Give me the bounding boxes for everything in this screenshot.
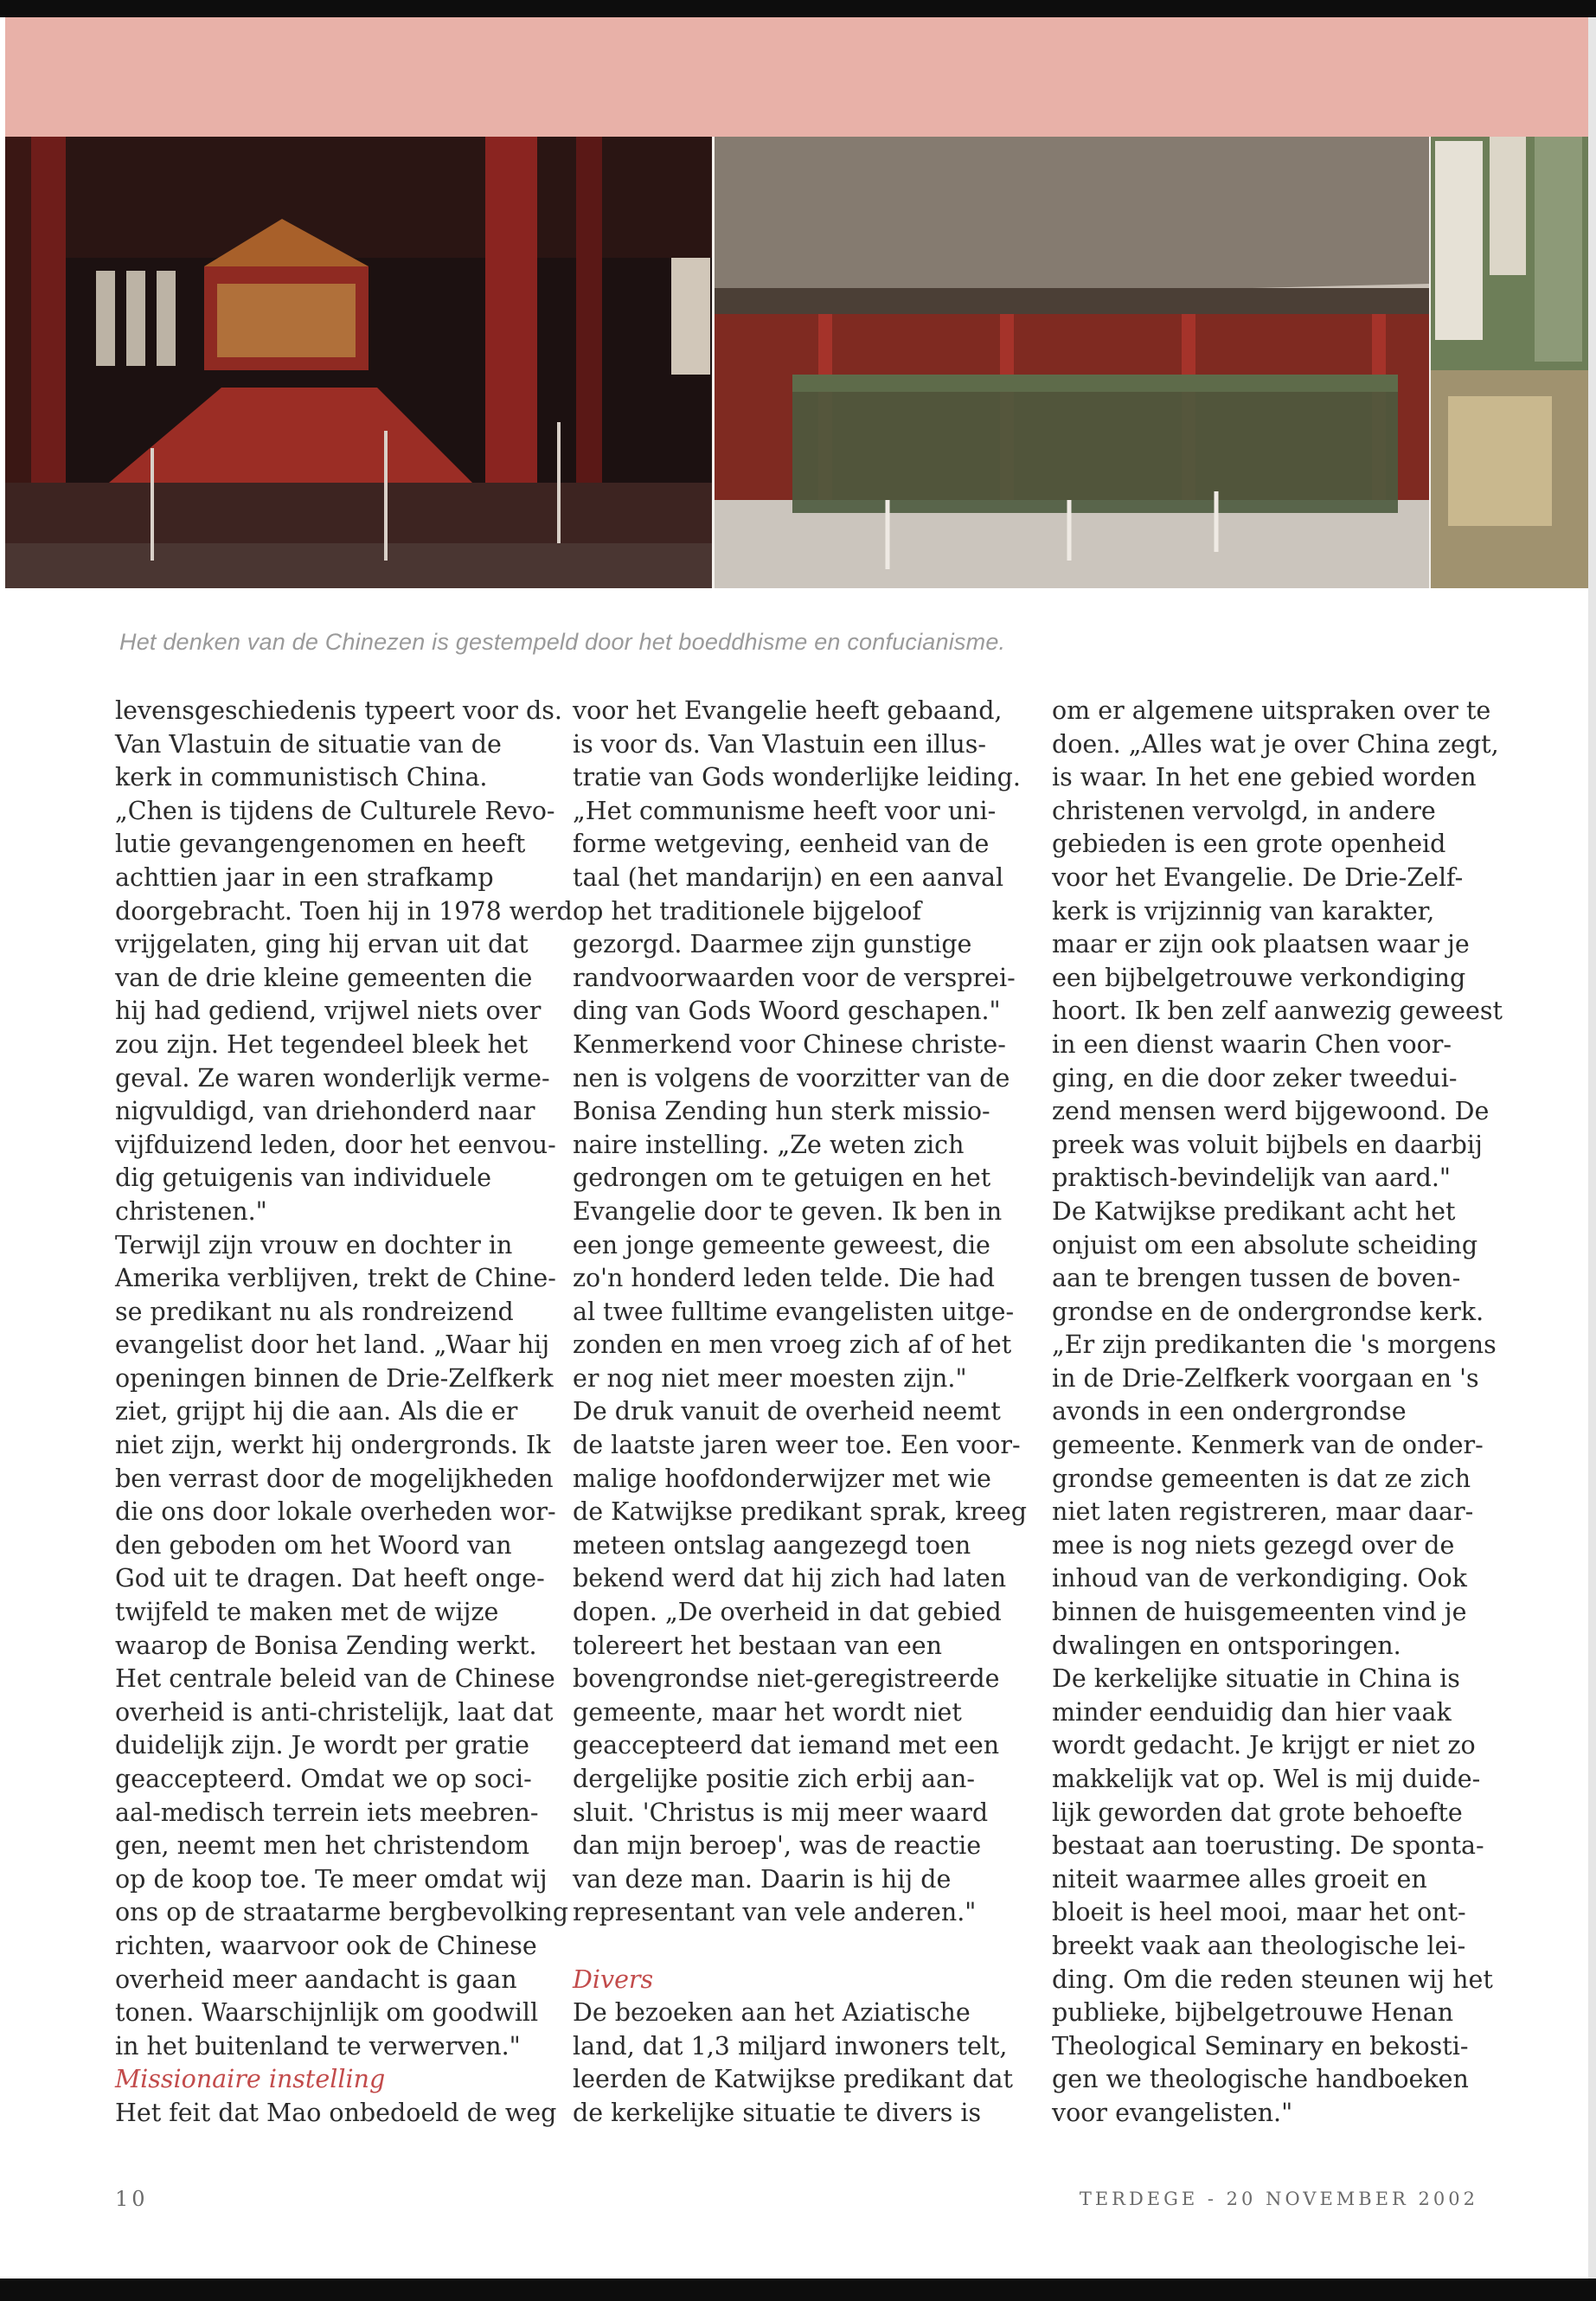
text-line: Terwijl zijn vrouw en dochter in (115, 1230, 513, 1259)
text-line: hoort. Ik ben zelf aanwezig geweest (1052, 997, 1503, 1026)
text-line: geaccepteerd dat iemand met een (573, 1731, 1000, 1760)
text-line: den geboden om het Woord van (115, 1530, 512, 1560)
text-line: nigvuldigd, van driehonderd naar (115, 1097, 535, 1126)
text-line: gen we theologische handboeken (1052, 2065, 1469, 2094)
text-line: voor het Evangelie. De Drie-Zelf- (1052, 862, 1464, 892)
text-line: tolereert het bestaan van een (573, 1631, 942, 1660)
text-line: Het feit dat Mao onbedoeld de weg (115, 2098, 557, 2127)
text-line: breekt vaak aan theologische lei- (1052, 1931, 1466, 1960)
text-line: van de drie kleine gemeenten die (115, 963, 533, 992)
marching-soldiers-photo (715, 137, 1431, 588)
text-line: tratie van Gods wonderlijke leiding. (573, 763, 1021, 792)
page-number: 10 (115, 2187, 149, 2211)
text-line: tonen. Waarschijnlijk om goodwill (115, 1998, 539, 2028)
text-line: niet zijn, werkt hij ondergronds. Ik (115, 1431, 551, 1460)
text-line: hij had gediend, vrijwel niets over (115, 997, 542, 1026)
text-line: de Katwijkse predikant sprak, kreeg (573, 1497, 1028, 1527)
header-band (5, 17, 1588, 137)
text-line: de kerkelijke situatie te divers is (573, 2098, 982, 2127)
text-line: zou zijn. Het tegendeel bleek het (115, 1029, 529, 1059)
text-line: De druk vanuit de overheid neemt (573, 1397, 1001, 1426)
text-line: God uit te dragen. Dat heeft onge- (115, 1564, 545, 1593)
text-line: dwalingen en ontsporingen. (1052, 1631, 1401, 1660)
text-line: niteit waarmee alles groeit en (1052, 1864, 1427, 1894)
text-line: openingen binnen de Drie-Zelfkerk (115, 1363, 554, 1393)
text-line: christenen vervolgd, in andere (1052, 796, 1436, 825)
text-line: gedrongen om te getuigen en het (573, 1163, 991, 1193)
text-line: Evangelie door te geven. Ik ben in (573, 1196, 1003, 1226)
text-line: binnen de huisgemeenten vind je (1052, 1598, 1467, 1627)
text-line: De kerkelijke situatie in China is (1052, 1664, 1460, 1694)
text-line: waarop de Bonisa Zending werkt. (115, 1631, 537, 1660)
text-line: vrijgelaten, ging hij ervan uit dat (115, 930, 529, 959)
text-line: zend mensen werd bijgewoond. De (1052, 1097, 1490, 1126)
text-line: bloeit is heel mooi, maar het ont- (1052, 1898, 1466, 1927)
text-line: minder eenduidig dan hier vaak (1052, 1697, 1452, 1727)
subheading: Missionaire instelling (115, 2065, 386, 2094)
text-line: se predikant nu als rondreizend (115, 1297, 514, 1326)
text-line: forme wetgeving, eenheid van de (573, 830, 990, 859)
text-line: voor het Evangelie heeft gebaand, (573, 696, 1003, 725)
text-column-1 (115, 695, 573, 2131)
text-line: bovengrondse niet-geregistreerde (573, 1664, 1000, 1694)
text-line: geval. Ze waren wonderlijk verme- (115, 1063, 550, 1093)
text-line: in de Drie-Zelfkerk voorgaan en 's (1052, 1363, 1479, 1393)
text-line: taal (het mandarijn) en een aanval (573, 862, 1004, 892)
text-line: een bijbelgetrouwe verkondiging (1052, 963, 1466, 992)
text-line: zonden en men vroeg zich af of het (573, 1330, 1012, 1360)
text-column-2 (573, 695, 1028, 2131)
text-line: is voor ds. Van Vlastuin een illus- (573, 729, 987, 759)
text-line: kerk is vrijzinnig van karakter, (1052, 896, 1435, 926)
text-line: wordt gedacht. Je krijgt er niet zo (1052, 1731, 1476, 1760)
text-line: niet laten registreren, maar daar- (1052, 1497, 1474, 1527)
text-line: randvoorwaarden voor de versprei- (573, 963, 1016, 992)
text-line: Theological Seminary en bekosti- (1052, 2031, 1469, 2061)
text-line: gemeente, maar het wordt niet (573, 1697, 962, 1727)
text-line: land, dat 1,3 miljard inwoners telt, (573, 2031, 1008, 2061)
text-line: mee is nog niets gezegd over de (1052, 1530, 1455, 1560)
text-line: geaccepteerd. Omdat we op soci- (115, 1765, 532, 1793)
text-line: aal-medisch terrein iets meebren- (115, 1798, 539, 1827)
text-line: dig getuigenis van individuele (115, 1163, 491, 1193)
text-line: van deze man. Daarin is hij de (573, 1864, 952, 1894)
text-line: De bezoeken aan het Aziatische (573, 1998, 971, 2028)
text-line: om er algemene uitspraken over te (1052, 696, 1491, 725)
text-line: bekend werd dat hij zich had laten (573, 1564, 1007, 1593)
text-line: is waar. In het ene gebied worden (1052, 763, 1477, 792)
text-line: vijfduizend leden, door het eenvou- (115, 1130, 556, 1159)
text-line: Kenmerkend voor Chinese christe- (573, 1029, 1006, 1059)
text-line: een jonge gemeente geweest, die (573, 1230, 990, 1259)
text-line: doen. „Alles wat je over China zegt, (1052, 729, 1499, 759)
text-line: gen, neemt men het christendom (115, 1831, 530, 1861)
photo-caption: Het denken van de Chinezen is gestempeld door het boeddhisme en confucianisme. (119, 629, 1006, 655)
text-line: ben verrast door de mogelijkheden (115, 1464, 554, 1493)
text-line: makkelijk vat op. Wel is mij duide- (1052, 1765, 1481, 1793)
text-line: dan mijn beroep', was de reactie (573, 1831, 982, 1861)
text-line: representant van vele anderen." (573, 1898, 977, 1927)
text-line: op het traditionele bijgeloof (573, 896, 921, 926)
text-line: nen is volgens de voorzitter van de (573, 1063, 1010, 1093)
text-line: ziet, grijpt hij die aan. Als die er (115, 1397, 518, 1426)
text-line: ging, en die door zeker tweedui- (1052, 1063, 1458, 1093)
text-line: al twee fulltime evangelisten uitge- (573, 1297, 1015, 1326)
text-line: die ons door lokale overheden wor- (115, 1497, 556, 1527)
top-border (0, 0, 1596, 17)
text-line: lutie gevangengenomen en heeft (115, 830, 526, 859)
text-line: christenen." (115, 1196, 267, 1226)
text-line: onjuist om een absolute scheiding (1052, 1230, 1478, 1259)
text-line: ding van Gods Woord geschapen." (573, 997, 1001, 1026)
bottom-border (0, 2279, 1596, 2301)
text-line: ding. Om die reden steunen wij het (1052, 1965, 1493, 1994)
paragraph-gap (573, 1930, 1022, 1964)
text-line: duidelijk zijn. Je wordt per gratie (115, 1731, 530, 1760)
text-line: avonds in een ondergrondse (1052, 1397, 1407, 1426)
text-line: er nog niet meer moesten zijn." (573, 1363, 967, 1393)
text-line: levensgeschiedenis typeert voor ds. (115, 696, 562, 725)
text-line: sluit. 'Christus is mij meer waard (573, 1798, 989, 1827)
throne-hall-photo (5, 137, 715, 588)
text-line: voor evangelisten." (1052, 2098, 1293, 2127)
text-line: leerden de Katwijkse predikant dat (573, 2065, 1013, 2094)
text-line: overheid meer aandacht is gaan (115, 1965, 517, 1994)
text-line: Amerika verblijven, trekt de Chine- (115, 1264, 556, 1293)
text-line: achttien jaar in een strafkamp (115, 862, 494, 892)
text-line: „Het communisme heeft voor uni- (573, 796, 997, 825)
text-line: op de koop toe. Te meer omdat wij (115, 1864, 548, 1894)
text-line: bestaat aan toerusting. De sponta- (1052, 1831, 1484, 1861)
text-line: De Katwijkse predikant acht het (1052, 1196, 1456, 1226)
text-line: ons op de straatarme bergbevolking (115, 1898, 568, 1927)
text-line: Het centrale beleid van de Chinese (115, 1664, 555, 1694)
text-line: preek was voluit bijbels en daarbij (1052, 1130, 1483, 1159)
text-line: malige hoofdonderwijzer met wie (573, 1464, 991, 1493)
text-line: Van Vlastuin de situatie van de (115, 729, 502, 759)
text-line: lijk geworden dat grote behoefte (1052, 1798, 1463, 1827)
text-line: kerk in communistisch China. (115, 763, 488, 792)
text-line: richten, waarvoor ook de Chinese (115, 1931, 537, 1960)
text-line: dergelijke positie zich erbij aan- (573, 1765, 975, 1793)
text-line: gemeente. Kenmerk van de onder- (1052, 1431, 1484, 1460)
text-line: maar er zijn ook plaatsen waar je (1052, 930, 1470, 959)
text-line: gezorgd. Daarmee zijn gunstige (573, 930, 972, 959)
text-line: evangelist door het land. „Waar hij (115, 1330, 550, 1360)
text-line: in een dienst waarin Chen voor- (1052, 1029, 1452, 1059)
text-line: „Chen is tijdens de Culturele Revo- (115, 796, 555, 825)
text-line: „Er zijn predikanten die 's morgens (1052, 1330, 1497, 1360)
text-line: grondse gemeenten is dat ze zich (1052, 1464, 1471, 1493)
text-line: meteen ontslag aangezegd toen (573, 1530, 971, 1560)
text-line: overheid is anti-christelijk, laat dat (115, 1697, 554, 1727)
masthead: TERDEGE - 20 NOVEMBER 2002 (1079, 2189, 1478, 2209)
text-line: gebieden is een grote openheid (1052, 830, 1446, 859)
text-line: inhoud van de verkondiging. Ook (1052, 1564, 1467, 1593)
subheading: Divers (573, 1965, 654, 1994)
text-line: de laatste jaren weer toe. Een voor- (573, 1431, 1021, 1460)
text-line: aan te brengen tussen de boven- (1052, 1264, 1461, 1293)
text-column-3 (1052, 695, 1502, 2131)
text-line: twijfeld te maken met de wijze (115, 1598, 499, 1627)
text-line: dopen. „De overheid in dat gebied (573, 1598, 1002, 1627)
text-line: Bonisa Zending hun sterk missio- (573, 1097, 990, 1126)
text-line: naire instelling. „Ze weten zich (573, 1130, 965, 1159)
text-line: zo'n honderd leden telde. Die had (573, 1264, 995, 1293)
exhibition-wall-photo (1431, 137, 1588, 588)
right-border (1588, 17, 1596, 2279)
text-line: doorgebracht. Toen hij in 1978 werd (115, 896, 573, 926)
text-line: publieke, bijbelgetrouwe Henan (1052, 1998, 1454, 2028)
text-line: in het buitenland te verwerven." (115, 2031, 521, 2061)
text-line: praktisch-bevindelijk van aard." (1052, 1163, 1451, 1193)
text-line: grondse en de ondergrondse kerk. (1052, 1297, 1484, 1326)
